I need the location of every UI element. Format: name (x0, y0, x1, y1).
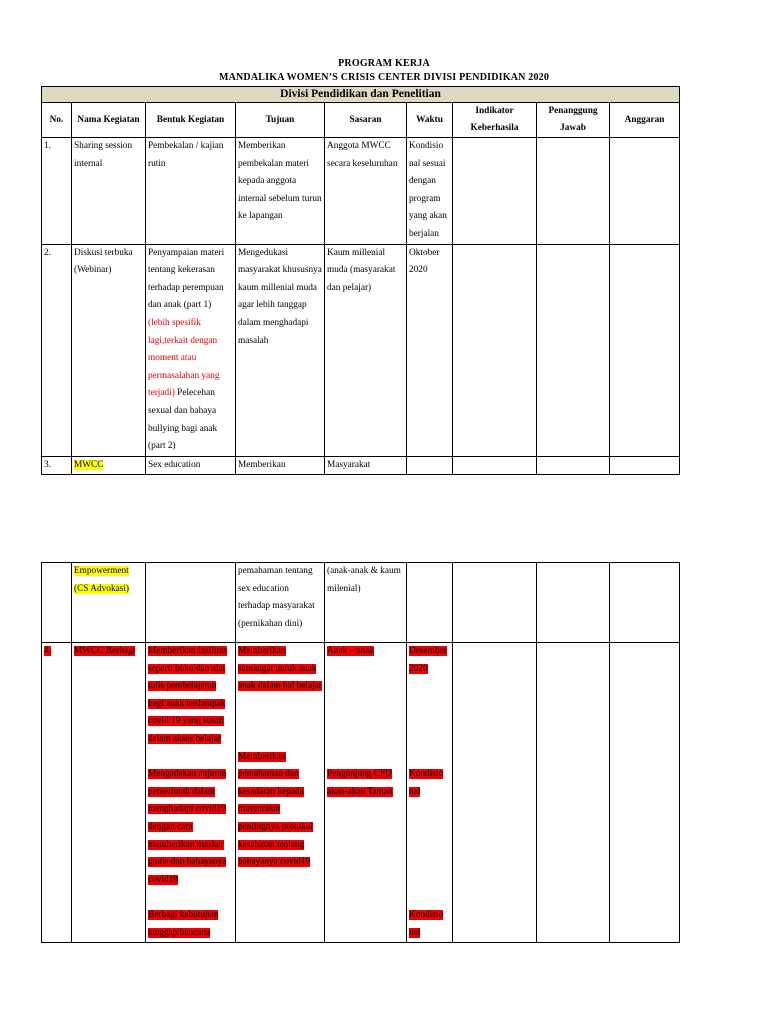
cell-indikator (453, 138, 537, 245)
cell-tujuan: Mengedukasi masyarakat khususnya kaum millenial muda agar lebih tanggap dalam menghadapi masalah (236, 244, 325, 456)
row-number (42, 643, 72, 943)
header-no: No. (42, 103, 72, 138)
cell-penanggung-jawab (537, 244, 610, 456)
cell-nama-kegiatan (72, 563, 146, 643)
bentuk-part2: Pelecehan sexual dan bahaya bullying bagi anak (part 2) (148, 388, 218, 452)
cell-anggaran (610, 138, 680, 245)
highlight-empowerment: Empowerment (CS Advokasi) (74, 566, 130, 594)
cell-penanggung-jawab (537, 643, 610, 943)
cell-tujuan: Memberikan (236, 456, 325, 475)
highlight-waktu-1: Desember 2020 (409, 646, 447, 674)
row-number: 3. (42, 456, 72, 475)
cell-penanggung-jawab (537, 138, 610, 245)
cell-sasaran: (anak-anak & kaum milenial) (325, 563, 407, 643)
cell-anggaran (610, 563, 680, 643)
cell-anggaran (610, 643, 680, 943)
cell-tujuan (236, 643, 325, 943)
header-anggaran: Anggaran (610, 103, 680, 138)
cell-penanggung-jawab (537, 456, 610, 475)
highlight-nama: MWCC Berbagi (74, 646, 136, 656)
row-number (42, 563, 72, 643)
cell-anggaran (610, 244, 680, 456)
cell-nama-kegiatan: Sharing session internal (72, 138, 146, 245)
table-row (42, 563, 680, 643)
cell-waktu: Oktober 2020 (407, 244, 453, 456)
doc-subtitle: MANDALIKA WOMEN’S CRISIS CENTER DIVISI PENDIDIKAN 2020 (218, 72, 550, 83)
cell-nama-kegiatan (72, 456, 146, 475)
cell-nama-kegiatan (72, 643, 146, 943)
table-row (42, 456, 680, 475)
header-nama-kegiatan: Nama Kegiatan (72, 103, 146, 138)
cell-sasaran (325, 643, 407, 943)
cell-bentuk-kegiatan: Pembekalan / kajian rutin (146, 138, 236, 245)
highlight-no: 4. (44, 646, 51, 656)
cell-sasaran: Kaum millenial muda (masyarakat dan pelajar) (325, 244, 407, 456)
cell-indikator (453, 643, 537, 943)
program-table-top (41, 86, 680, 475)
table-row (42, 138, 680, 245)
doc-title: PROGRAM KERJA (338, 58, 430, 69)
cell-tujuan: Memberikan pembekalan materi kepada anggota internal sebelum turun ke lapangan (236, 138, 325, 245)
table-row (42, 244, 680, 456)
cell-indikator (453, 456, 537, 475)
highlight-mwcc: MWCC (74, 459, 104, 470)
bentuk-part1: Penyampaian materi tentang kekerasan terhadap perempuan dan anak (part 1) (148, 247, 225, 311)
header-waktu: Waktu (407, 103, 453, 138)
cell-bentuk-kegiatan (146, 563, 236, 643)
cell-waktu (407, 643, 453, 943)
header-tujuan: Tujuan (236, 103, 325, 138)
cell-penanggung-jawab (537, 563, 610, 643)
cell-sasaran: Masyarakat (325, 456, 407, 475)
header-bentuk-kegiatan: Bentuk Kegiatan (146, 103, 236, 138)
header-indikator: Indikator Keberhasila (453, 103, 537, 138)
highlight-sasaran-1: Anak – anak (327, 646, 374, 656)
highlight-tujuan-2: Memberikan pemahaman dan kesadaran kepada masyarakat pentingnya protokol kesehatan tentang bahayanya covid19 (238, 751, 314, 868)
cell-waktu: Kondisio nal sesuai dengan program yang akan berjalan (407, 138, 453, 245)
highlight-bentuk-3: Berbagi kebutuhan tanggap bencana (148, 909, 219, 938)
header-penanggung-jawab: Penanggung Jawab (537, 103, 610, 138)
bentuk-note-red: (lebih spesifik lagi,terkait dengan moment atau permasalahan yang terjadi) (148, 317, 220, 399)
highlight-waktu-2: Kondisio nal (409, 769, 444, 797)
highlight-sasaran-2: Pengunjung CFD akan-akan Taman (327, 769, 393, 797)
cell-indikator (453, 244, 537, 456)
cell-bentuk-kegiatan (146, 643, 236, 943)
cell-indikator (453, 563, 537, 643)
header-sasaran: Sasaran (325, 103, 407, 138)
cell-waktu (407, 456, 453, 475)
header-row (42, 103, 680, 138)
row-number: 1. (42, 138, 72, 245)
cell-waktu (407, 563, 453, 643)
highlight-tujuan-1: Memberikan semangat untuk anak anak dalam hal belajar (238, 646, 322, 692)
highlight-bentuk-2: Mengadakan anjuran pemerintah dalam menghadapi covid19 dengan cara memberikan masker gratis dan bahayanya covid19 (148, 769, 227, 885)
cell-anggaran (610, 456, 680, 475)
row-number: 2. (42, 244, 72, 456)
cell-nama-kegiatan: Diskusi terbuka (Webinar) (72, 244, 146, 456)
cell-sasaran: Anggota MWCC secara keseluruhan (325, 138, 407, 245)
table-row (42, 643, 680, 943)
highlight-waktu-3: Kondisio nal (409, 909, 444, 938)
cell-bentuk-kegiatan (146, 244, 236, 456)
highlight-bentuk-1: Memberikan fasilitas seperti buku dan alat tulis pembelajaran bagi anak terdampak covid 19 yang susah dalam akses belajar (148, 646, 227, 744)
division-band: Divisi Pendidikan dan Penelitian (42, 87, 680, 103)
cell-tujuan: pemahaman tentang sex education terhadap masyarakat (pernikahan dini) (236, 563, 325, 643)
cell-bentuk-kegiatan: Sex education (146, 456, 236, 475)
program-table-continued (41, 562, 680, 943)
